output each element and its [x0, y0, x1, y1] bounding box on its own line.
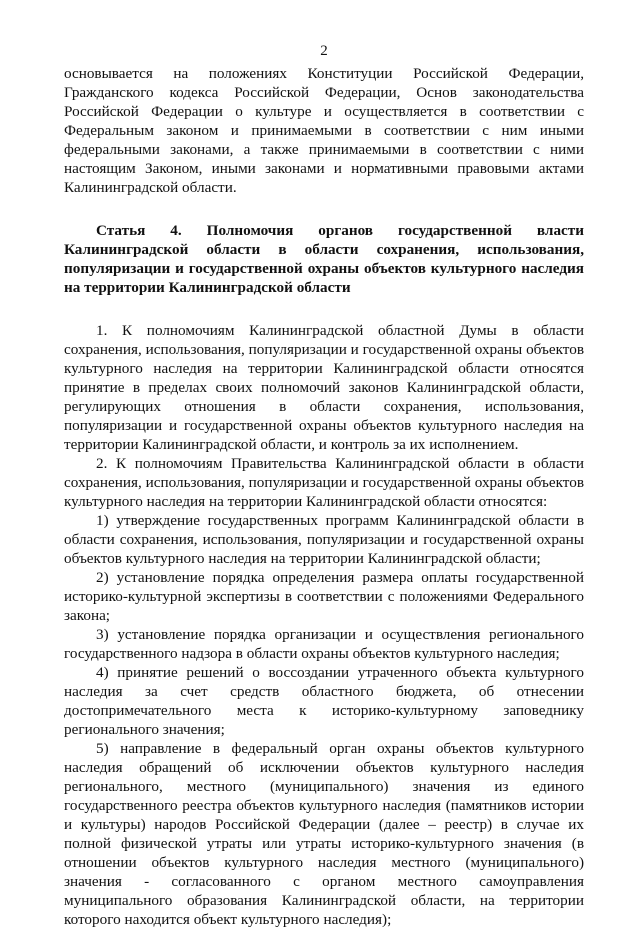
- list-item-4: 4) принятие решений о воссоздании утраченного объекта культурного наследия за счет средств областного бюджета, об отнесении достопримечательного места к историко-культурному заповеднику регионального значения;: [64, 664, 584, 738]
- page-number: 2: [320, 43, 328, 59]
- article-paragraph-1: 1. К полномочиям Калининградской областной Думы в области сохранения, использования, популяризации и государственной охраны объектов культурного наследия на территории Калининградской области относятся принятие в пределах своих полномочий законов Калининградской области, регулирующих отношения в области сохранения, использования, популяризации и государственной охраны объектов культурного наследия на территории Калининградской области, и контроль за их исполнением.: [64, 322, 584, 453]
- intro-paragraph: основывается на положениях Конституции Российской Федерации, Гражданского кодекса Российской Федерации, Основ законодательства Российской Федерации о культуре и осуществляется в соответствии с Федеральным законом и принимаемыми в соответствии с ним иными федеральными законами, а также принимаемыми в соответствии с ними настоящим Законом, иными законами и нормативными правовыми актами Калининградской области.: [64, 65, 584, 196]
- list-item-2: 2) установление порядка определения размера оплаты государственной историко-культурной экспертизы в соответствии с положениями Федерального закона;: [64, 569, 584, 624]
- article-heading: Статья 4. Полномочия органов государственной власти Калининградской области в области сохранения, использования, популяризации и государственной охраны объектов культурного наследия на территории Калининградской области: [64, 222, 584, 296]
- article-paragraph-2: 2. К полномочиям Правительства Калининградской области в области сохранения, использования, популяризации и государственной охраны объектов культурного наследия на территории Калининградской области относятся:: [64, 455, 584, 510]
- list-item-1: 1) утверждение государственных программ Калининградской области в области сохранения, использования, популяризации и государственной охраны объектов культурного наследия на территории Калининградской области;: [64, 512, 584, 567]
- list-item-3: 3) установление порядка организации и осуществления регионального государственного надзора в области охраны объектов культурного наследия;: [64, 626, 584, 662]
- list-item-5: 5) направление в федеральный орган охраны объектов культурного наследия обращений об исключении объектов культурного наследия регионального, местного (муниципального) значения из единого государственного реестра объектов культурного наследия (памятников истории и культуры) народов Российской Федерации (далее – реестр) в случае их полной физической утраты или утраты историко-культурного значения (в отношении объектов культурного наследия местного (муниципального) значения - согласованного с органом местного самоуправления муниципального образования Калининградской области, на территории которого находится объект культурного наследия);: [64, 740, 584, 928]
